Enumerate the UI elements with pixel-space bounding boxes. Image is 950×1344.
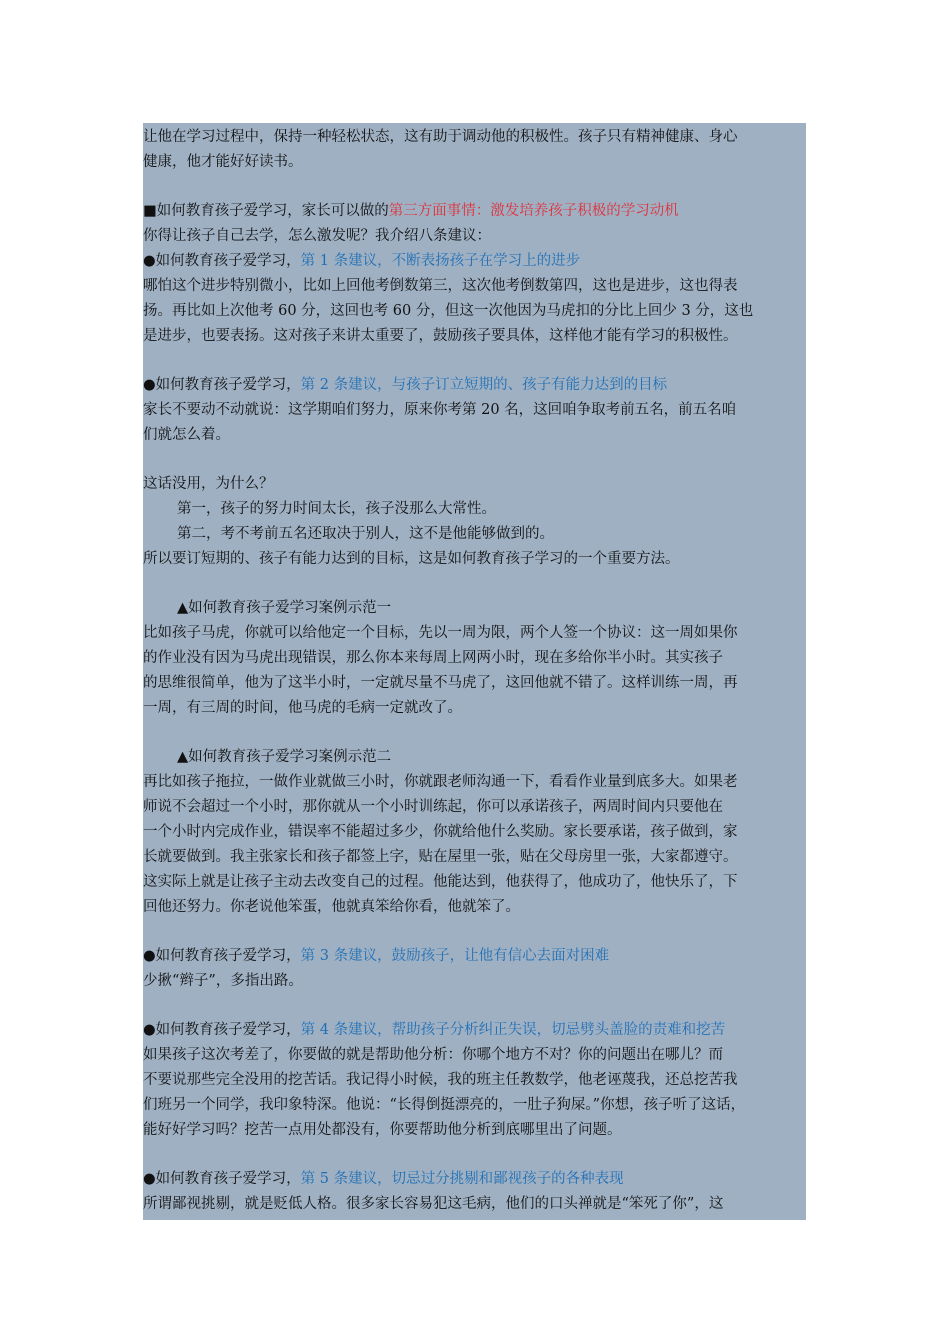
paragraph-line: 师说不会超过一个小时，那你就从一个小时训练起，你可以承诺孩子，两周时间内只要他在	[143, 799, 723, 815]
paragraph-line: 的作业没有因为马虎出现错误，那么你本来每周上网两小时，现在多给你半小时。其实孩子	[143, 650, 723, 666]
paragraph-line: 长就要做到。我主张家长和孩子都签上字，贴在屋里一张，贴在父母房里一张，大家都遵守。	[143, 849, 738, 865]
paragraph-line: 是进步，也要表扬。这对孩子来讲太重要了，鼓励孩子要具体，这样他才能有学习的积极性。	[143, 328, 738, 344]
paragraph-line: 一个小时内完成作业，错误率不能超过多少，你就给他什么奖励。家长要承诺，孩子做到，家	[143, 824, 738, 840]
paragraph-line: 不要说那些完全没用的挖苦话。我记得小时候，我的班主任教数学，他老诬蔑我，还总挖苦我	[143, 1072, 738, 1088]
section-heading	[143, 199, 679, 223]
paragraph-line: 所谓鄙视挑剔，就是贬低人格。很多家长容易犯这毛病，他们的口头禅就是“笨死了你”，这	[143, 1196, 724, 1212]
paragraph-line: 哪怕这个进步特别微小，比如上回他考倒数第三，这次他考倒数第四，这也是进步，这也得表	[143, 278, 738, 294]
paragraph-line: 健康，他才能好好读书。	[143, 154, 303, 170]
paragraph-line: 第二，考不考前五名还取决于别人，这不是他能够做到的。	[177, 526, 554, 542]
case-heading-1: ▲如何教育孩子爱学习案例示范一	[177, 600, 392, 616]
paragraph-line: 回他还努力。你老说他笨蛋，他就真笨给你看，他就笨了。	[143, 899, 520, 915]
paragraph-line: 一周，有三周的时间，他马虎的毛病一定就改了。	[143, 700, 462, 716]
paragraph-line: 比如孩子马虎，你就可以给他定一个目标，先以一周为限，两个人签一个协议：这一周如果你	[143, 625, 738, 641]
tip-heading-highlight: 第 2 条建议，与孩子订立短期的、孩子有能力达到的目标	[300, 377, 668, 393]
paragraph-line: 扬。再比如上次他考 60 分，这回也考 60 分，但这一次他因为马虎扣的分比上回少 3 分，这也	[143, 303, 754, 319]
paragraph-line: 能好好学习吗？挖苦一点用处都没有，你要帮助他分析到底哪里出了问题。	[143, 1122, 622, 1138]
paragraph-line: 的思维很简单，他为了这半小时，一定就尽量不马虎了，这回他就不错了。这样训练一周，再	[143, 675, 738, 691]
tip-heading-4	[143, 1018, 725, 1042]
tip-heading-3	[143, 944, 609, 968]
paragraph-line: 们就怎么着。	[143, 427, 230, 443]
tip-heading-highlight: 第 1 条建议，不断表扬孩子在学习上的进步	[300, 253, 581, 269]
tip-heading-5	[143, 1167, 624, 1191]
tip-heading-prefix: ●如何教育孩子爱学习，	[143, 1022, 301, 1038]
tip-heading-highlight: 第 4 条建议，帮助孩子分析纠正失误，切忌劈头盖脸的责难和挖苦	[300, 1022, 726, 1038]
paragraph-line: 少揪“辫子”，多指出路。	[143, 973, 303, 989]
paragraph-line: 家长不要动不动就说：这学期咱们努力，原来你考第 20 名，这回咱争取考前五名，前五名咱	[143, 402, 737, 418]
paragraph-line: 如果孩子这次考差了，你要做的就是帮助他分析：你哪个地方不对？你的问题出在哪儿？而	[143, 1047, 723, 1063]
paragraph-line: 这话没用，为什么？	[143, 476, 274, 492]
section-heading-prefix: ■如何教育孩子爱学习，家长可以做的	[143, 203, 389, 219]
tip-heading-prefix: ●如何教育孩子爱学习，	[143, 377, 301, 393]
tip-heading-highlight: 第 3 条建议，鼓励孩子，让他有信心去面对困难	[300, 948, 610, 964]
paragraph-line: 这实际上就是让孩子主动去改变自己的过程。他能达到，他获得了，他成功了，他快乐了，下	[143, 874, 738, 890]
paragraph-line: 第一，孩子的努力时间太长，孩子没那么大常性。	[177, 501, 496, 517]
paragraph-line: 让他在学习过程中，保持一种轻松状态，这有助于调动他的积极性。孩子只有精神健康、身心	[143, 129, 738, 145]
paragraph-line: 再比如孩子拖拉，一做作业就做三小时，你就跟老师沟通一下，看看作业量到底多大。如果老	[143, 774, 738, 790]
tip-heading-2	[143, 373, 667, 397]
tip-heading-prefix: ●如何教育孩子爱学习，	[143, 253, 301, 269]
section-heading-highlight: 第三方面事情：激发培养孩子积极的学习动机	[388, 203, 679, 219]
tip-heading-prefix: ●如何教育孩子爱学习，	[143, 948, 301, 964]
tip-heading-highlight: 第 5 条建议，切忌过分挑剔和鄙视孩子的各种表现	[300, 1171, 624, 1187]
paragraph-line: 你得让孩子自己去学，怎么激发呢？我介绍八条建议：	[143, 228, 491, 244]
paragraph-line: 们班另一个同学，我印象特深。他说：“长得倒挺漂亮的，一肚子狗屎。”你想，孩子听了这话，	[143, 1097, 746, 1113]
tip-heading-prefix: ●如何教育孩子爱学习，	[143, 1171, 301, 1187]
case-heading-2: ▲如何教育孩子爱学习案例示范二	[177, 749, 392, 765]
paragraph-line: 所以要订短期的、孩子有能力达到的目标，这是如何教育孩子学习的一个重要方法。	[143, 551, 680, 567]
tip-heading-1	[143, 249, 580, 273]
